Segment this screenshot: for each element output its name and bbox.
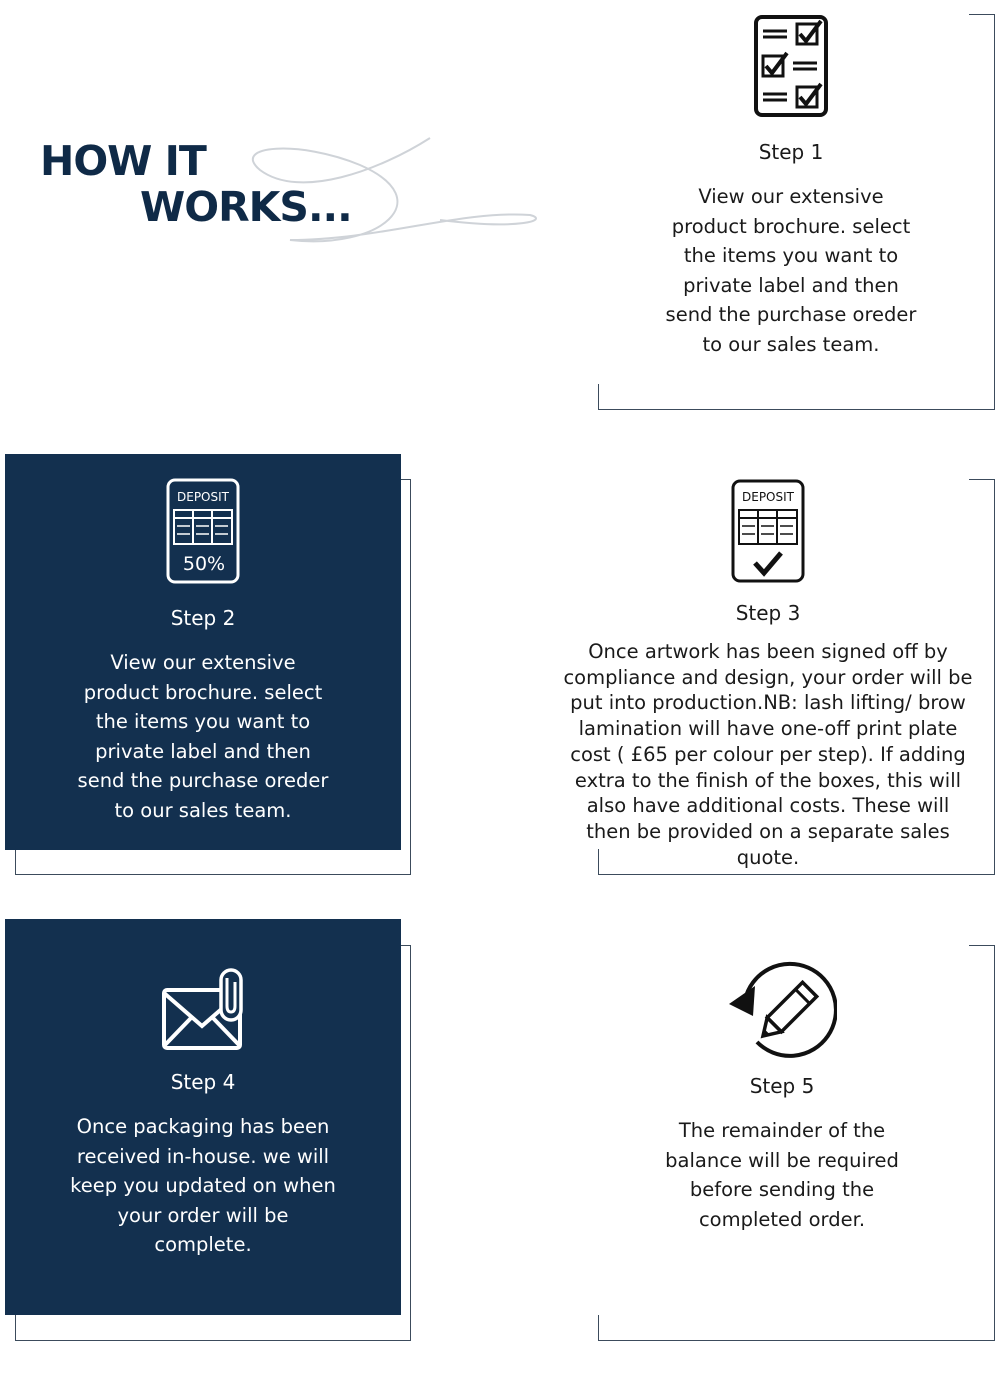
step-4-card [53,968,353,1260]
step-2-frame-bottom [15,849,411,875]
step-2-card [53,478,353,825]
svg-text:DEPOSIT: DEPOSIT [177,490,229,504]
deposit-check-icon [561,479,975,583]
step-3-card [561,479,975,870]
envelope-paperclip-icon [53,968,353,1052]
svg-text:50%: 50% [182,553,226,575]
pencil-refresh-icon [632,960,932,1060]
step-5-frame-bottom [598,1315,995,1341]
checklist-icon [641,14,941,118]
step-4-frame-bottom [15,1315,411,1341]
step-5-frame-top [969,945,995,1341]
page-title-line-1: HOW IT [40,137,206,185]
svg-text:DEPOSIT: DEPOSIT [742,490,794,504]
step-5-label: Step 5 [749,1074,815,1098]
step-2-text: View our extensive product brochure. select the items you want to private label and then send the purchase oreder to our sales team. [77,651,329,822]
deposit-50-icon [53,478,353,584]
step-5-card [632,960,932,1234]
step-1-frame-top [969,14,995,410]
step-4-label: Step 4 [170,1070,236,1094]
decorative-swirl [240,130,540,250]
step-4-text: Once packaging has been received in-house. we will keep you updated on when your order will be complete. [70,1115,336,1256]
step-3-label: Step 3 [735,601,801,625]
page-title-line-2: WORKS... [140,183,352,231]
step-1-card [641,14,941,359]
step-5-text: The remainder of the balance will be required before sending the completed order. [665,1119,899,1231]
step-3-text: Once artwork has been signed off by compliance and design, your order will be put into production.NB: lash lifting/ brow lamination will have one-off print plate cost ( £65 per colour per step). If adding extra to the finish of the boxes, this will also have additional costs. These will then be provided on a separate sales quote. [563,640,973,869]
step-1-label: Step 1 [758,140,824,164]
step-1-text: View our extensive product brochure. select the items you want to private label and then send the purchase oreder to our sales team. [665,185,917,356]
step-1-frame-bottom [598,384,995,410]
step-2-label: Step 2 [170,606,236,630]
